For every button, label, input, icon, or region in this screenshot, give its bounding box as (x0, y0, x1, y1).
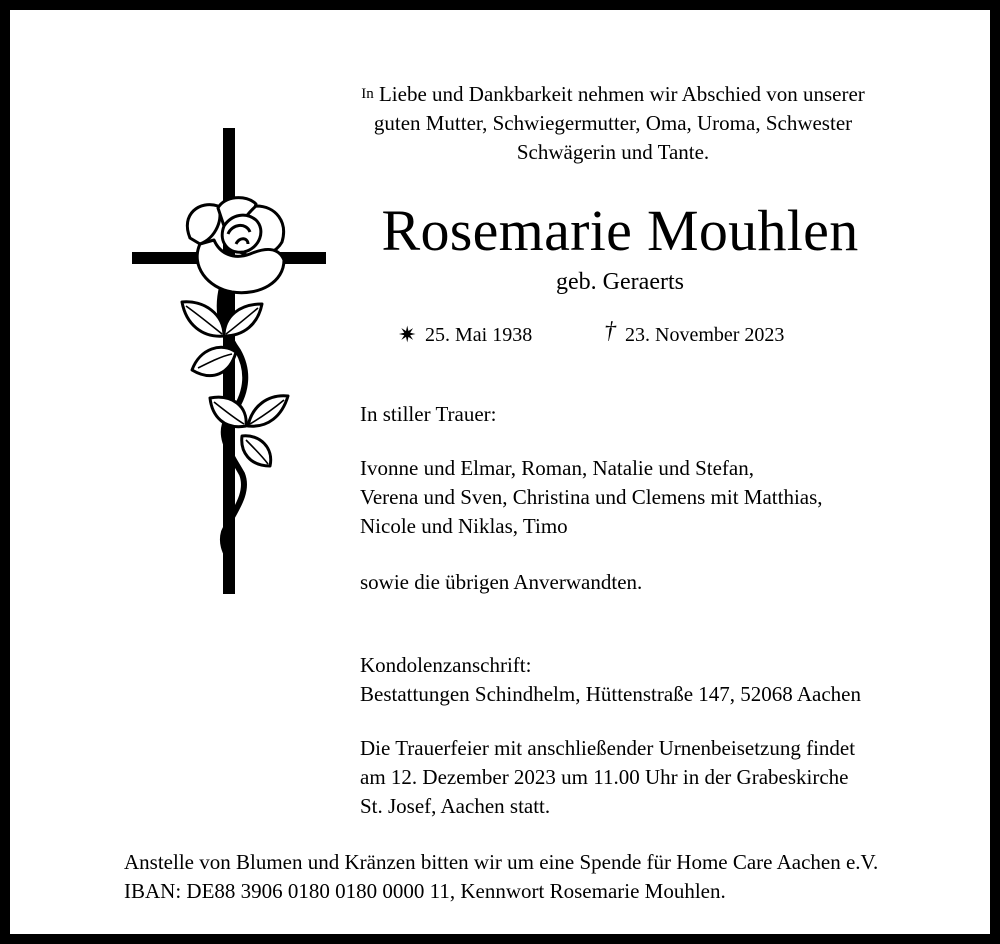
condolence-address-line: Bestattungen Schindhelm, Hüttenstraße 147, 52068 Aachen (360, 682, 861, 706)
deceased-name: Rosemarie Mouhlen (381, 198, 859, 263)
donation-line: Anstelle von Blumen und Kränzen bitten wir um eine Spende für Home Care Aachen e.V. (124, 850, 879, 874)
intro-line: In Liebe und Dankbarkeit nehmen wir Abschied von unserer (361, 82, 865, 106)
condolence-address (360, 651, 861, 709)
intro-lead-word: In (361, 86, 374, 102)
mourners-line: Verena und Sven, Christina und Clemens mit Matthias, (360, 485, 823, 509)
ceremony-line: St. Josef, Aachen statt. (360, 794, 551, 818)
donation-notice (124, 848, 878, 906)
mourners-line: Nicole und Niklas, Timo (360, 514, 568, 538)
death-cross-icon: † (604, 318, 616, 344)
ceremony-line: Die Trauerfeier mit anschließender Urnenbeisetzung findet (360, 736, 856, 760)
ceremony-line: am 12. Dezember 2023 um 11.00 Uhr in der Grabeskirche (360, 765, 849, 789)
ceremony-notice (360, 734, 855, 821)
mourners-heading: In stiller Trauer: (360, 402, 497, 426)
death-date: 23. November 2023 (625, 324, 785, 346)
donation-iban-line: IBAN: DE88 3906 0180 0180 0000 11, Kennwort Rosemarie Mouhlen. (124, 879, 726, 903)
mourners-list (360, 454, 823, 541)
maiden-name: geb. Geraerts (556, 269, 684, 295)
condolence-label: Kondolenzanschrift: (360, 653, 532, 677)
relatives-line: sowie die übrigen Anverwandten. (360, 570, 643, 594)
birth-star-icon: ✷ (398, 322, 417, 347)
intro-text (310, 80, 916, 167)
cross-with-rose-icon (128, 126, 330, 596)
intro-line: guten Mutter, Schwiegermutter, Oma, Uroma, Schwester (373, 111, 853, 135)
birth-date: 25. Mai 1938 (425, 324, 533, 346)
intro-line: Schwägerin und Tante. (516, 140, 710, 164)
mourners-line: Ivonne und Elmar, Roman, Natalie und Stefan, (360, 456, 754, 480)
